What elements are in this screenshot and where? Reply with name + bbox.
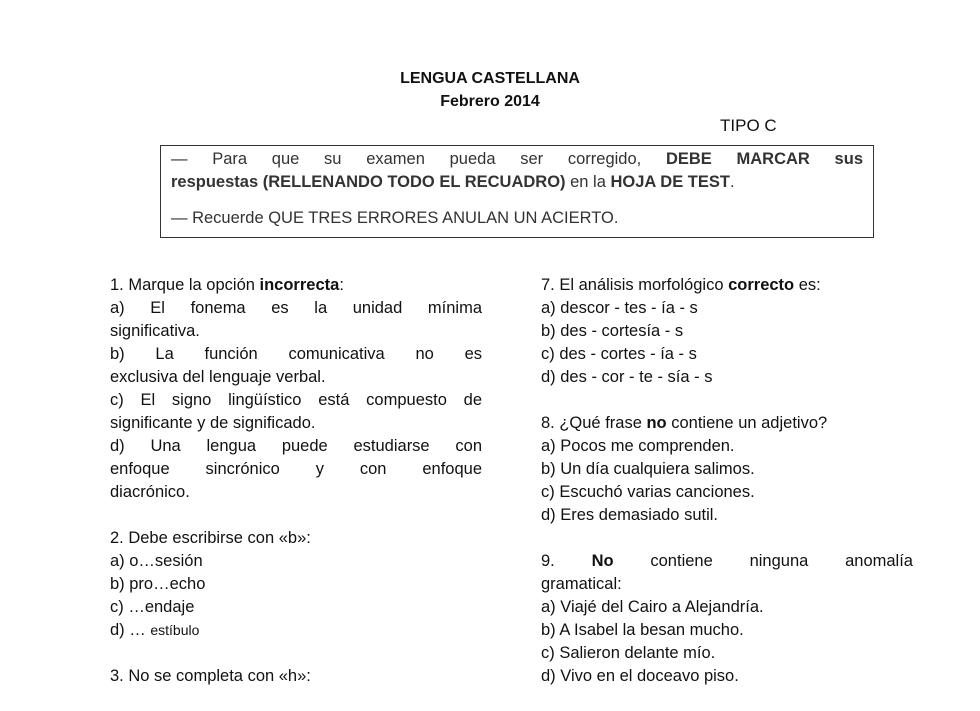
option-c: c) …endaje (110, 598, 195, 616)
question-stem: 3. No se completa con «h»: (110, 667, 311, 685)
question-3 (110, 665, 482, 688)
option-d-cont: enfoque sincrónico y con enfoque (110, 460, 482, 478)
option-c: c) El signo lingüístico está compuesto de (110, 391, 482, 409)
question-stem-cont: gramatical: (541, 575, 622, 593)
option-c: c) des - cortes - ía - s (541, 345, 697, 363)
question-7 (541, 274, 913, 389)
question-8 (541, 412, 913, 527)
option-b: b) des - cortesía - s (541, 322, 684, 340)
option-c: c) Salieron delante mío. (541, 644, 716, 662)
question-stem: 9. No contiene ninguna anomalía (541, 552, 913, 570)
right-column (541, 274, 913, 711)
instruction-line-2: respuestas (RELLENANDO TODO EL RECUADRO) en la HOJA DE TEST. (171, 173, 735, 191)
option-c: c) Escuchó varias canciones. (541, 483, 755, 501)
option-d: d) … estíbulo (110, 621, 200, 639)
option-a-cont: significativa. (110, 322, 200, 340)
question-stem: 2. Debe escribirse con «b»: (110, 529, 311, 547)
option-d: d) Una lengua puede estudiarse con (110, 437, 482, 455)
exam-type: TIPO C (720, 116, 777, 135)
instructions-box (160, 145, 874, 238)
option-b-cont: exclusiva del lenguaje verbal. (110, 368, 326, 386)
option-d: d) des - cor - te - sía - s (541, 368, 713, 386)
option-d: d) Vivo en el doceavo piso. (541, 667, 739, 685)
left-column (110, 274, 482, 711)
document-title: LENGUA CASTELLANA (400, 70, 580, 87)
option-b: b) pro…echo (110, 575, 206, 593)
option-a: a) El fonema es la unidad mínima (110, 299, 482, 317)
question-stem: 7. El análisis morfológico correcto es: (541, 276, 821, 294)
exam-date: Febrero 2014 (440, 93, 540, 110)
question-1 (110, 274, 482, 504)
question-9 (541, 550, 913, 688)
instruction-line-3: — Recuerde QUE TRES ERRORES ANULAN UN ACIERTO. (171, 209, 619, 227)
option-a: a) descor - tes - ía - s (541, 299, 698, 317)
option-a: a) Pocos me comprenden. (541, 437, 735, 455)
option-b: b) La función comunicativa no es (110, 345, 482, 363)
option-b: b) A Isabel la besan mucho. (541, 621, 744, 639)
option-b: b) Un día cualquiera salimos. (541, 460, 755, 478)
option-d-cont-2: diacrónico. (110, 483, 190, 501)
question-2 (110, 527, 482, 642)
option-a: a) Viajé del Cairo a Alejandría. (541, 598, 764, 616)
option-c-cont: significante y de significado. (110, 414, 316, 432)
question-stem: 1. Marque la opción incorrecta: (110, 276, 344, 294)
question-stem: 8. ¿Qué frase no contiene un adjetivo? (541, 414, 828, 432)
option-a: a) o…sesión (110, 552, 203, 570)
instruction-line-1: — Para que su examen pueda ser corregido, DEBE MARCAR sus (171, 150, 863, 168)
option-d: d) Eres demasiado sutil. (541, 506, 718, 524)
